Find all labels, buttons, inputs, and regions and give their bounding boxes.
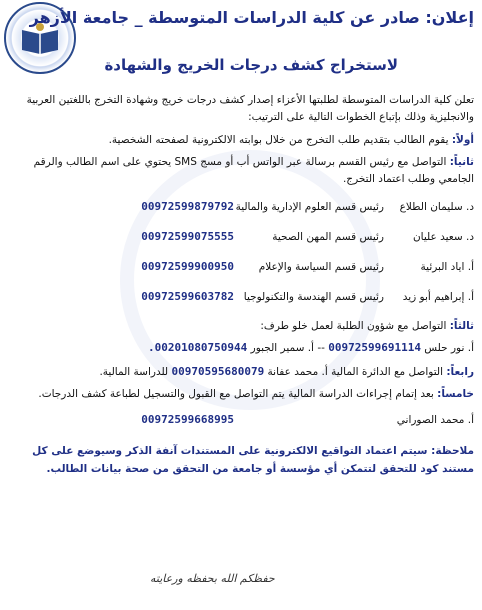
department-heads-list (6, 192, 474, 312)
phone-number[interactable]: 00972599879792 (141, 200, 234, 214)
list-item: د. سعيد عليان رئيس قسم المهن الصحية 00972599075555 (6, 222, 474, 252)
step-2: ثانياً: التواصل مع رئيس القسم برسالة عبر الواتس أب أو مسج SMS يحتوي على اسم الطالب والرقم الجامعي وطلب اعتماد التخرج. (33, 156, 474, 186)
phone-number[interactable]: 00972599603782 (141, 290, 234, 304)
phone-number[interactable]: 00970595680079 (171, 364, 265, 378)
header (0, 0, 482, 90)
phone-number[interactable]: 00201080750944. (147, 340, 248, 354)
step-1: أولاً: يقوم الطالب بتقديم طلب التخرج من خلال بوابته الالكترونية لصفحته الشخصية. (108, 133, 474, 146)
student-affairs-contacts: أ. نور حلس 00972599691114 -- أ. سمير الجبور 00201080750944. (147, 340, 474, 354)
list-item: أ. اياد البرئية رئيس قسم السياسة والإعلام 00972599900950 (6, 252, 474, 282)
announcement-subtitle: لاستخراج كشف درجات الخريج والشهادة (104, 56, 398, 74)
step-5: خامساً: بعد إتمام إجراءات الدراسة المالية يتم التواصل مع القبول والتسجيل لطباعة كشف الدرجات. (38, 388, 474, 401)
book-icon (20, 22, 60, 56)
phone-number[interactable]: 00972599075555 (141, 230, 234, 244)
intro-paragraph: تعلن كلية الدراسات المتوسطة لطلبتها الأعزاء إصدار كشف درجات خريج وشهادة التخرج باللغتين العربية والانجليزية وذلك بإتباع الخطوات التالية على الترتيب: (26, 94, 474, 123)
list-item: د. سليمان الطلاع رئيس قسم العلوم الإدارية والمالية 00972599879792 (6, 192, 474, 222)
announcement-body (0, 92, 482, 479)
phone-number[interactable]: 00972599691114 (328, 340, 421, 354)
step-3: ثالثاً: التواصل مع شؤون الطلبة لعمل خلو طرف: (260, 319, 474, 332)
phone-number[interactable]: 00972599668995 (141, 413, 234, 427)
phone-number[interactable]: 00972599900950 (141, 260, 234, 274)
list-item: أ. إبراهيم أبو زيد رئيس قسم الهندسة والتكنولوجيا 00972599603782 (6, 282, 474, 312)
announcement-title: إعلان: صادر عن كلية الدراسات المتوسطة _ جامعة الأزهر (29, 8, 474, 27)
note: ملاحظة: سيتم اعتماد التواقيع الالكترونية على المستندات آنفة الذكر وسيوضع على كل مستند كود للتحقق لتتمكن أي مؤسسة أو جامعة من التحقق من صحة بيانات الطالب. (32, 445, 474, 476)
step-4: رابعاً: التواصل مع الدائرة المالية أ. محمد عفانة 00970595680079 للدراسة المالية. (99, 364, 474, 378)
signature: حفظكم الله بحفظه ورعايته (150, 572, 275, 585)
registrar-contact: أ. محمد الصوراني 00972599668995 (6, 407, 474, 433)
